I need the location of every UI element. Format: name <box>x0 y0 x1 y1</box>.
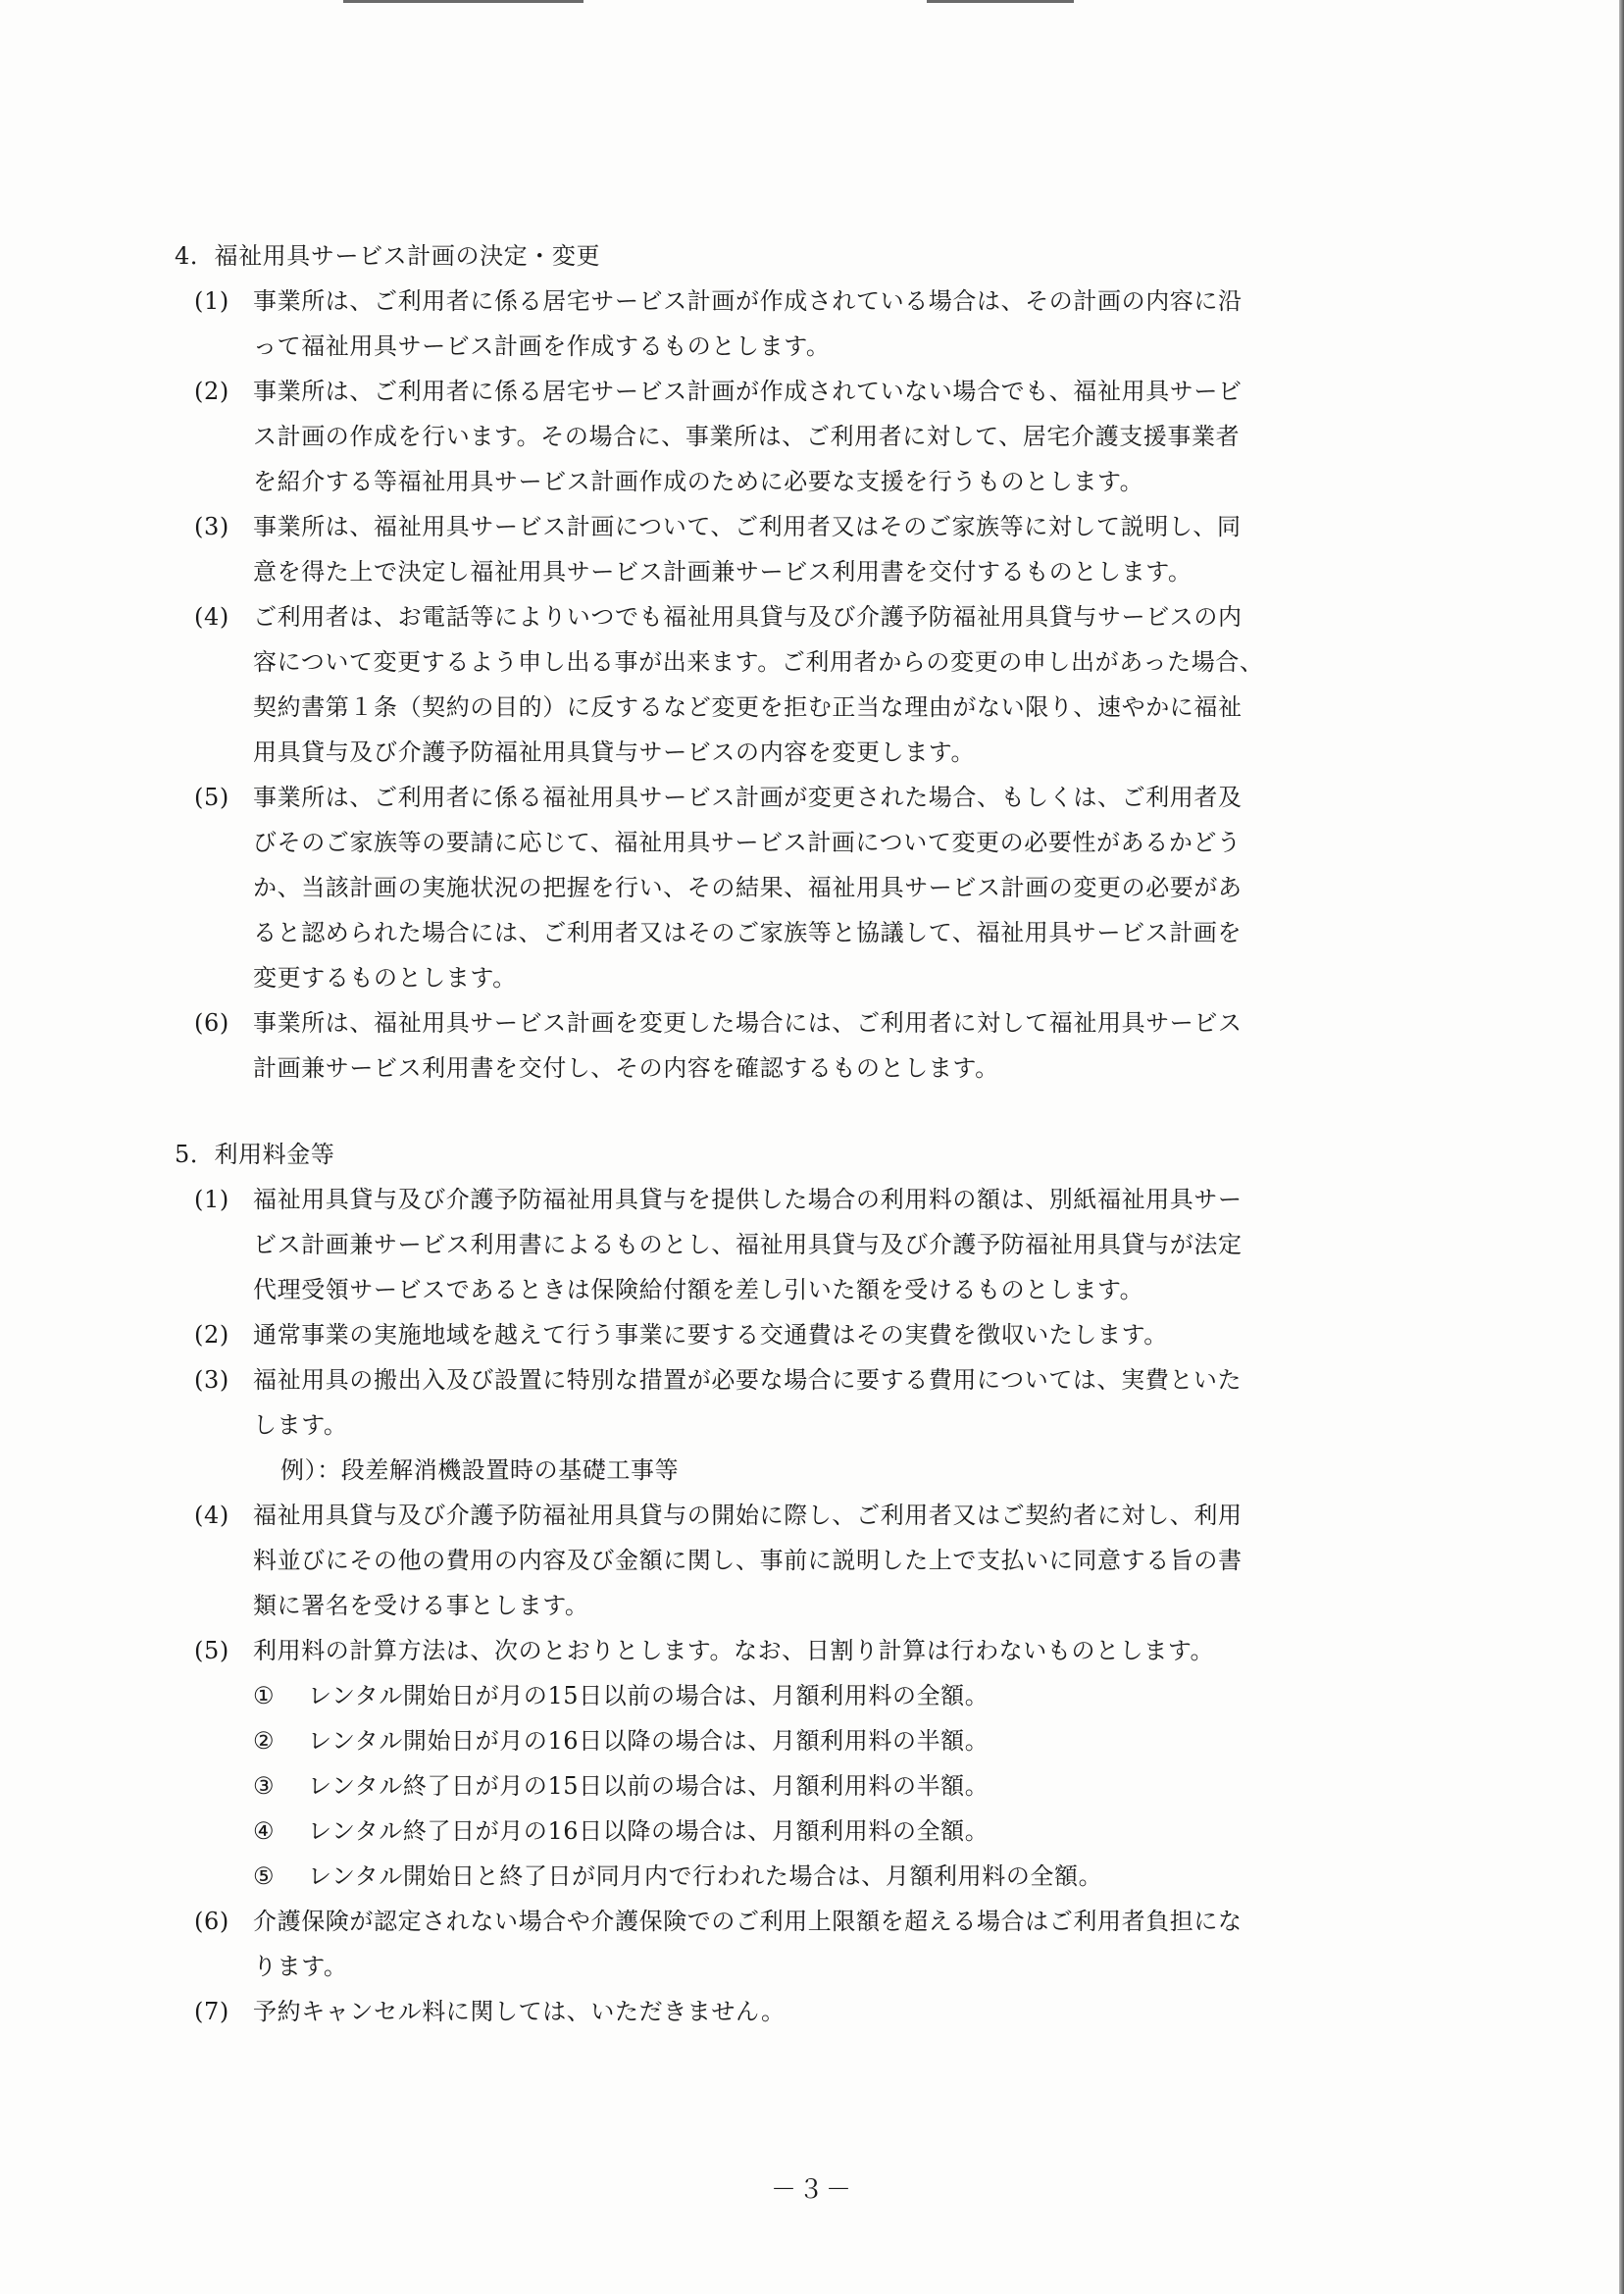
clause-text-line: 料並びにその他の費用の内容及び金額に関し、事前に説明した上で支払いに同意する旨の書 <box>253 1547 1243 1574</box>
numbered-clause <box>175 279 1391 369</box>
clause-example: 例）：段差解消機設置時の基礎工事等 <box>280 1456 680 1484</box>
numbered-clause <box>175 369 1391 504</box>
sub-item-text: レンタル終了日が月の15日以前の場合は、月額利用料の半額。 <box>308 1772 990 1800</box>
sub-item <box>253 1718 1391 1763</box>
numbered-clause <box>175 594 1391 775</box>
clause-text-line: 用具貸与及び介護予防福祉用具貸与サービスの内容を変更します。 <box>253 739 976 766</box>
clause-number: (4) <box>194 603 229 631</box>
clause-text-line: 類に署名を受ける事とします。 <box>253 1592 589 1619</box>
numbered-clause <box>175 1628 1391 1899</box>
section <box>175 1132 1391 2034</box>
clause-text-line: 介護保険が認定されない場合や介護保険でのご利用上限額を超える場合はご利用者負担にな <box>253 1908 1243 1935</box>
sub-item-number: ⑤ <box>253 1862 276 1890</box>
numbered-clause <box>175 1000 1391 1091</box>
clause-number: (7) <box>194 1998 229 2025</box>
clause-text-line: 事業所は、ご利用者に係る福祉用具サービス計画が変更された場合、もしくは、ご利用者及 <box>253 784 1243 811</box>
clause-text-line: 福祉用具貸与及び介護予防福祉用具貸与の開始に際し、ご利用者又はご契約者に対し、利用 <box>253 1502 1243 1529</box>
clause-text-line: びそのご家族等の要請に応じて、福祉用具サービス計画について変更の必要性があるかどう <box>253 829 1242 856</box>
clause-number: (6) <box>194 1908 229 1935</box>
clause-text-line: 代理受領サービスであるときは保険給付額を差し引いた額を受けるものとします。 <box>253 1276 1144 1303</box>
clause-number: (3) <box>194 513 229 540</box>
clause-number: (5) <box>194 784 229 811</box>
sub-item-number: ① <box>253 1682 276 1709</box>
clause-text-line: ると認められた場合には、ご利用者又はそのご家族等と協議して、福祉用具サービス計画を <box>253 919 1243 946</box>
document-body <box>175 233 1391 2034</box>
scan-artifact <box>927 0 1074 3</box>
clause-text-line: 事業所は、福祉用具サービス計画を変更した場合には、ご利用者に対して福祉用具サービス <box>253 1009 1243 1037</box>
clause-number: (2) <box>194 378 229 405</box>
clause-text-line: 福祉用具貸与及び介護予防福祉用具貸与を提供した場合の利用料の額は、別紙福祉用具サー <box>253 1186 1243 1213</box>
clause-number: (2) <box>194 1321 229 1349</box>
clause-text-line: ビス計画兼サービス利用書によるものとし、福祉用具貸与及び介護予防福祉用具貸与が法定 <box>253 1231 1243 1258</box>
clause-text-line: 事業所は、福祉用具サービス計画について、ご利用者又はそのご家族等に対して説明し、同 <box>253 513 1242 540</box>
numbered-clause <box>175 1989 1391 2034</box>
clause-number: (6) <box>194 1009 229 1037</box>
clause-text-line: か、当該計画の実施状況の把握を行い、その結果、福祉用具サービス計画の変更の必要があ <box>253 874 1243 901</box>
clause-text-line: ス計画の作成を行います。その場合に、事業所は、ご利用者に対して、居宅介護支援事業者 <box>253 423 1241 450</box>
section <box>175 233 1391 1091</box>
scan-artifact <box>343 0 584 3</box>
clause-number: (5) <box>194 1637 229 1664</box>
sub-item-text: レンタル終了日が月の16日以降の場合は、月額利用料の全額。 <box>308 1817 990 1845</box>
sub-item-text: レンタル開始日が月の16日以降の場合は、月額利用料の半額。 <box>308 1727 990 1755</box>
clause-number: (4) <box>194 1502 229 1529</box>
clause-text-line: ります。 <box>253 1953 348 1980</box>
clause-text-line: 契約書第１条（契約の目的）に反するなど変更を拒む正当な理由がない限り、速やかに福祉 <box>253 693 1243 721</box>
sub-item <box>253 1763 1391 1809</box>
clause-text-line: ご利用者は、お電話等によりいつでも福祉用具貸与及び介護予防福祉用具貸与サービスの内 <box>253 603 1243 631</box>
sub-item <box>253 1809 1391 1854</box>
page-number: －３－ <box>770 2175 853 2205</box>
clause-text-line: 計画兼サービス利用書を交付し、その内容を確認するものとします。 <box>253 1054 999 1082</box>
section-heading: 5．利用料金等 <box>175 1141 335 1168</box>
numbered-clause <box>175 1899 1391 1989</box>
clause-text-line: 事業所は、ご利用者に係る居宅サービス計画が作成されていない場合でも、福祉用具サービ <box>253 378 1243 405</box>
section-heading: 4．福祉用具サービス計画の決定・変更 <box>175 242 601 270</box>
numbered-clause <box>175 1312 1391 1357</box>
clause-text-line: を紹介する等福祉用具サービス計画作成のために必要な支援を行うものとします。 <box>253 468 1144 495</box>
clause-text-line: 福祉用具の搬出入及び設置に特別な措置が必要な場合に要する費用については、実費といた <box>253 1366 1243 1394</box>
numbered-clause <box>175 1357 1391 1493</box>
clause-number: (1) <box>194 1186 229 1213</box>
sub-item <box>253 1854 1391 1899</box>
numbered-clause <box>175 1177 1391 1312</box>
sub-item-number: ② <box>253 1727 276 1755</box>
clause-text-line: 変更するものとします。 <box>253 964 517 992</box>
clause-text-line: 事業所は、ご利用者に係る居宅サービス計画が作成されている場合は、その計画の内容に沿 <box>253 287 1243 315</box>
sub-item-number: ④ <box>253 1817 276 1845</box>
sub-item-text: レンタル開始日が月の15日以前の場合は、月額利用料の全額。 <box>308 1682 990 1709</box>
scan-edge <box>1619 0 1624 2294</box>
clause-text-line: します。 <box>253 1411 348 1439</box>
numbered-clause <box>175 1493 1391 1628</box>
numbered-clause <box>175 775 1391 1000</box>
clause-text-line: 通常事業の実施地域を越えて行う事業に要する交通費はその実費を徴収いたします。 <box>253 1321 1168 1349</box>
clause-text-line: 利用料の計算方法は、次のとおりとします。なお、日割り計算は行わないものとします。 <box>253 1637 1215 1664</box>
clause-text-line: って福祉用具サービス計画を作成するものとします。 <box>253 332 831 360</box>
clause-number: (1) <box>194 287 229 315</box>
sub-item <box>253 1673 1391 1718</box>
clause-text-line: 予約キャンセル料に関しては、いただきません。 <box>253 1998 786 2025</box>
clause-text-line: 意を得た上で決定し福祉用具サービス計画兼サービス利用書を交付するものとします。 <box>253 558 1193 586</box>
sub-item-number: ③ <box>253 1772 276 1800</box>
clause-text-line: 容について変更するよう申し出る事が出来ます。ご利用者からの変更の申し出があった場合、 <box>253 648 1264 676</box>
clause-number: (3) <box>194 1366 229 1394</box>
numbered-clause <box>175 504 1391 594</box>
sub-item-text: レンタル開始日と終了日が同月内で行われた場合は、月額利用料の全額。 <box>308 1862 1103 1890</box>
